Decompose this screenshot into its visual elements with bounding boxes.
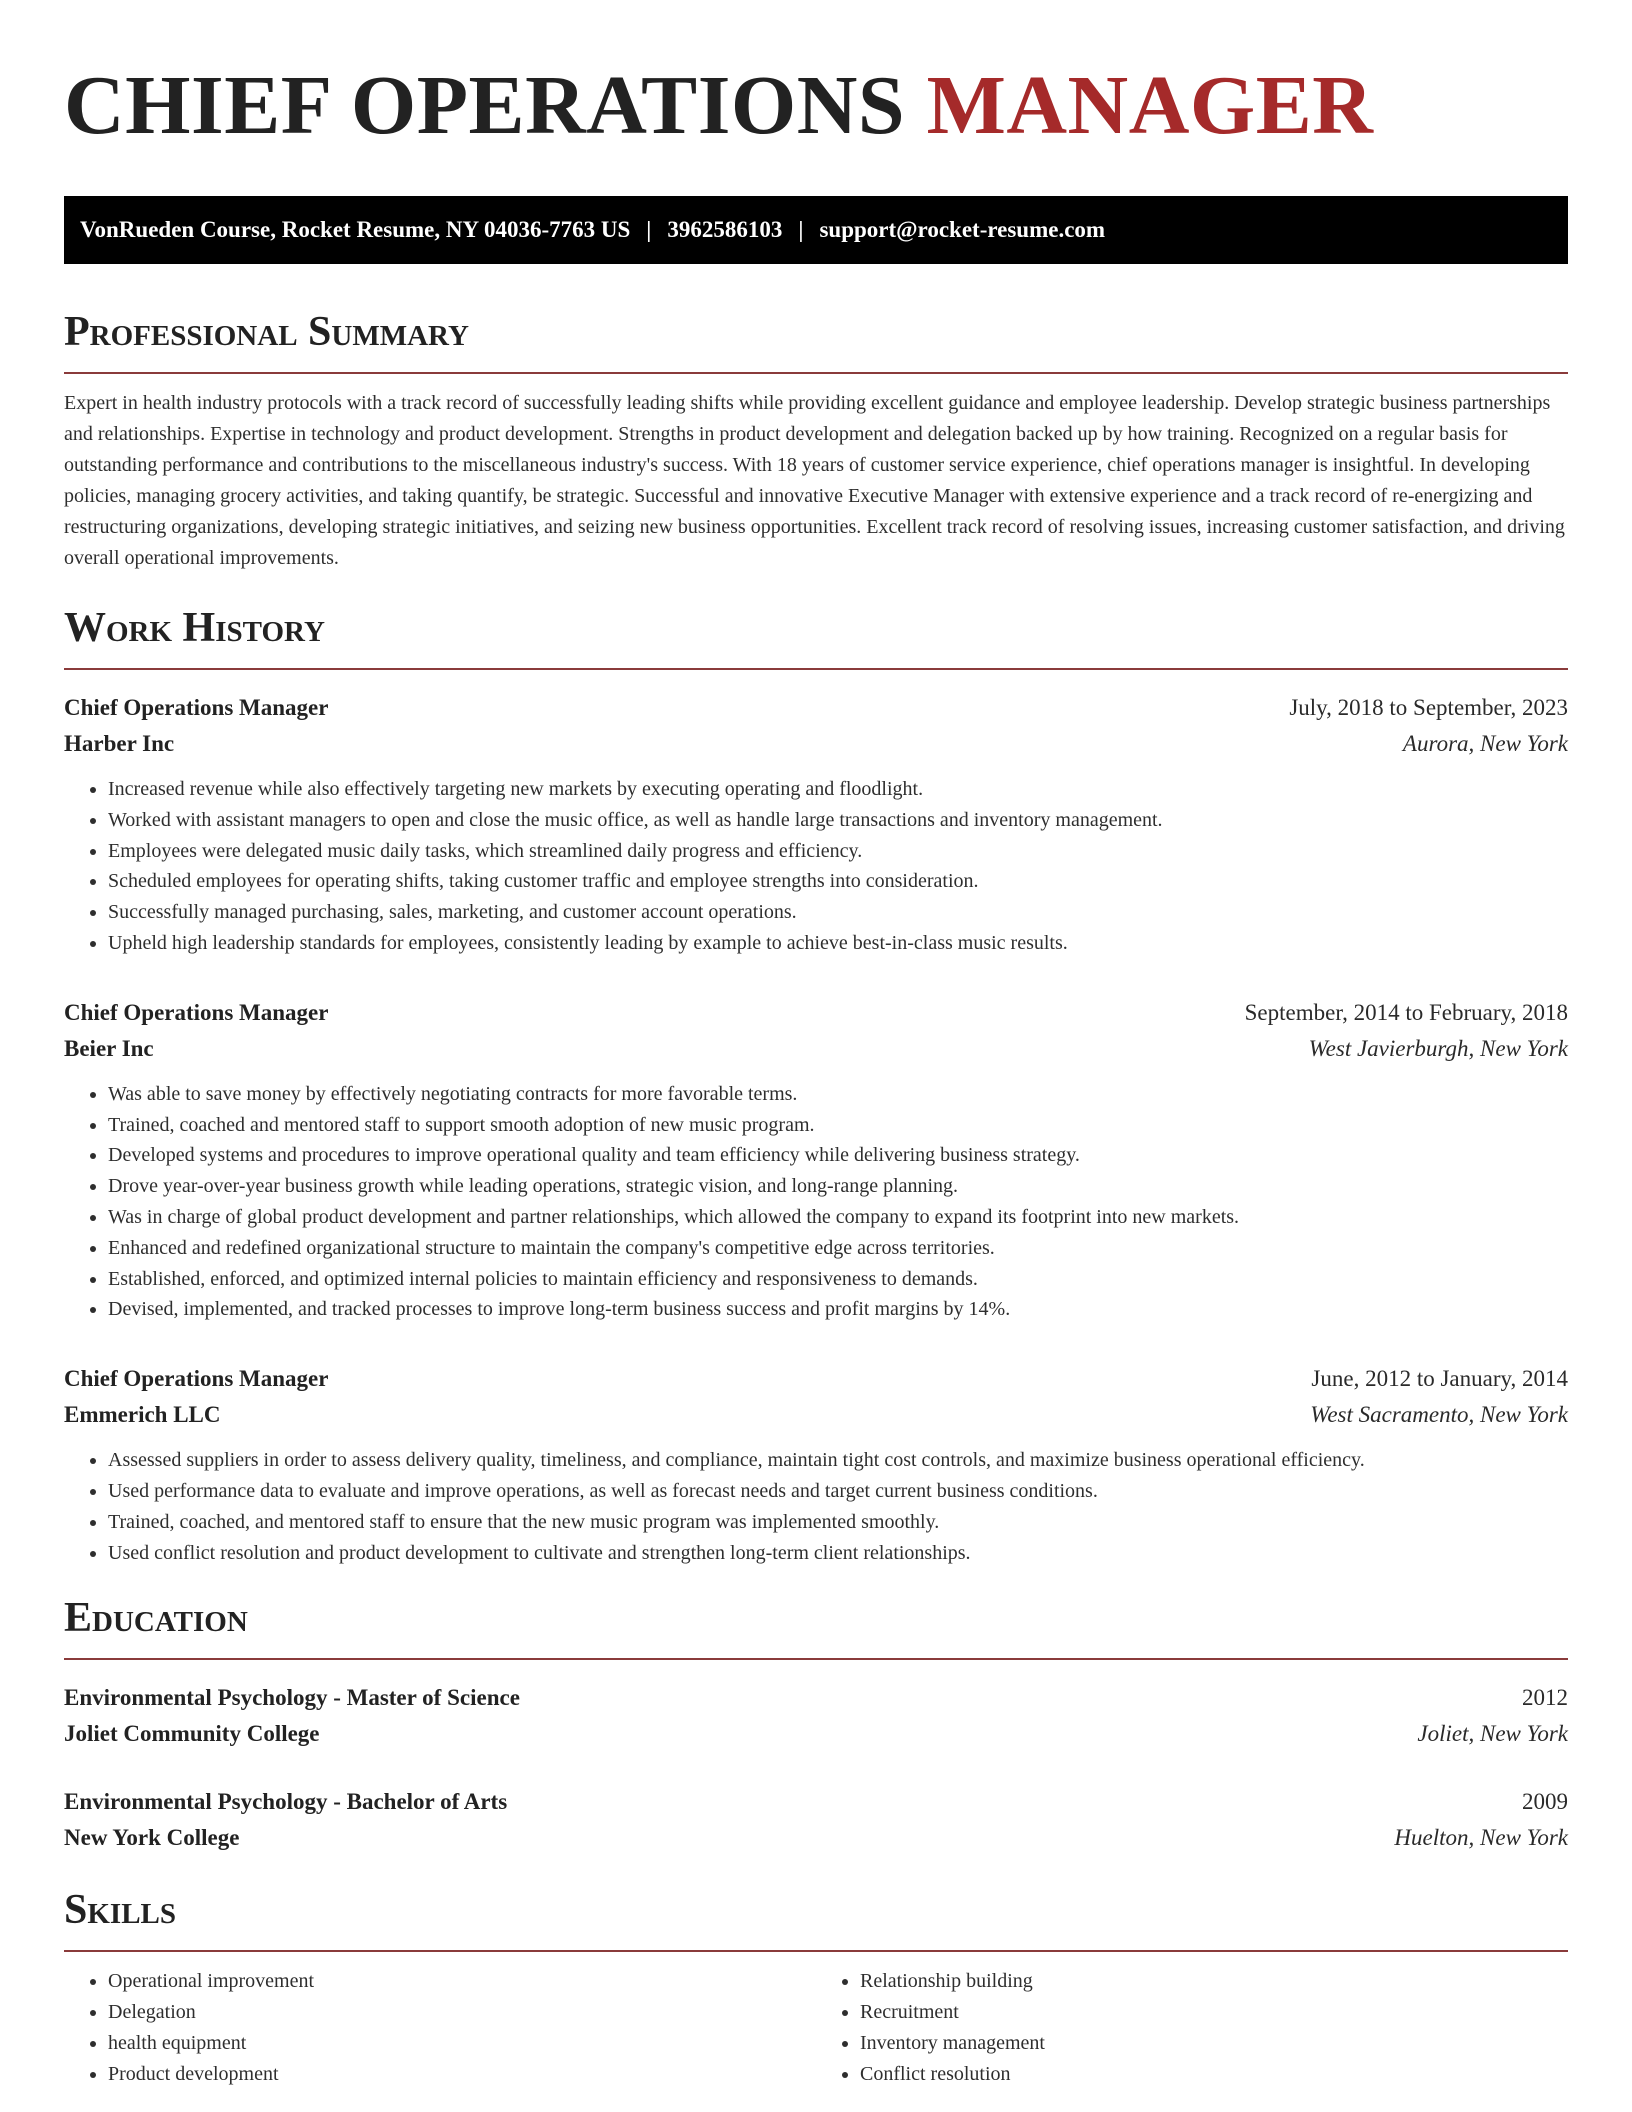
summary-section xyxy=(64,306,1568,574)
skill-item: • Relationship building xyxy=(860,1966,1568,1997)
job-entry xyxy=(64,690,1568,959)
name-accent: MANAGER xyxy=(926,59,1374,152)
contact-separator: | xyxy=(646,217,652,242)
skills-section xyxy=(64,1884,1568,2089)
job-bullet: • Successfully managed purchasing, sales, marketing, and customer account operations. xyxy=(108,897,1568,928)
job-bullet: • Was able to save money by effectively negotiating contracts for more favorable terms. xyxy=(108,1079,1568,1110)
job-dates: July, 2018 to September, 2023 xyxy=(1289,695,1568,720)
education-entry xyxy=(64,1680,1568,1752)
education-section xyxy=(64,1592,1568,1856)
education-school: New York College xyxy=(64,1825,240,1851)
education-location: Huelton, New York xyxy=(1394,1825,1568,1851)
contact-separator: | xyxy=(798,217,804,242)
job-title: Chief Operations Manager xyxy=(64,999,329,1025)
job-entry xyxy=(64,1361,1568,1568)
education-school-row xyxy=(64,1716,1568,1752)
job-bullet: • Upheld high leadership standards for employees, consistently leading by example to achieve best-in-class music results. xyxy=(108,928,1568,959)
skill-item: • Operational improvement xyxy=(108,1966,816,1997)
job-bullet: • Established, enforced, and optimized internal policies to maintain efficiency and responsiveness to demands. xyxy=(108,1264,1568,1295)
education-list xyxy=(64,1680,1568,1856)
education-degree: Environmental Psychology - Master of Science xyxy=(64,1685,520,1711)
job-bullet: • Drove year-over-year business growth while leading operations, strategic vision, and long-range planning. xyxy=(108,1171,1568,1202)
job-entry xyxy=(64,995,1568,1325)
section-heading-summary: Professional Summary xyxy=(64,309,469,355)
education-location: Joliet, New York xyxy=(1417,1721,1568,1747)
job-company-row xyxy=(64,1031,1568,1067)
job-company-row xyxy=(64,1397,1568,1433)
contact-address: VonRueden Course, Rocket Resume, NY 04036-7763 US xyxy=(80,217,631,242)
skills-grid xyxy=(64,1966,1568,2089)
job-bullet: • Employees were delegated music daily tasks, which streamlined daily progress and efficiency. xyxy=(108,836,1568,867)
job-bullet: • Scheduled employees for operating shifts, taking customer traffic and employee strengths into consideration. xyxy=(108,866,1568,897)
job-bullet: • Assessed suppliers in order to assess delivery quality, timeliness, and compliance, maintain tight cost controls, and maximize business operational efficiency. xyxy=(108,1445,1568,1476)
contact-bar xyxy=(64,196,1568,264)
job-bullet: • Was in charge of global product development and partner relationships, which allowed the company to expand its footprint into new markets. xyxy=(108,1202,1568,1233)
job-title: Chief Operations Manager xyxy=(64,1366,329,1392)
skill-item: • Conflict resolution xyxy=(860,2059,1568,2090)
education-degree: Environmental Psychology - Bachelor of Arts xyxy=(64,1789,508,1815)
job-bullet: • Increased revenue while also effectively targeting new markets by executing operating and floodlight. xyxy=(108,774,1568,805)
job-bullet: • Devised, implemented, and tracked processes to improve long-term business success and profit margins by 14%. xyxy=(108,1294,1568,1325)
job-header-row xyxy=(64,995,1568,1031)
job-location: Aurora, New York xyxy=(1402,731,1568,756)
education-degree-row xyxy=(64,1784,1568,1820)
job-bullets xyxy=(64,1445,1568,1568)
education-school: Joliet Community College xyxy=(64,1721,320,1747)
education-school-row xyxy=(64,1820,1568,1856)
education-year: 2009 xyxy=(1522,1789,1568,1815)
job-location: West Sacramento, New York xyxy=(1310,1402,1568,1428)
skill-item: • Inventory management xyxy=(860,2028,1568,2059)
resume-name xyxy=(64,0,1568,176)
summary-text: Expert in health industry protocols with a track record of successfully leading shifts while providing excellent guidance and employee leadership. Develop strategic business partnerships and relationships. Expertise in technology and product development. Strengths in product development and delegation backed up by how training. Recognized on a regular basis for outstanding performance and contributions to the miscellaneous industry's success. With 18 years of customer service experience, chief operations manager is insightful. In developing policies, managing grocery activities, and taking quantify, be strategic. Successful and innovative Executive Manager with extensive experience and a track record of re-energizing and restructuring organizations, developing strategic initiatives, and seizing new business opportunities. Excellent track record of resolving issues, increasing customer satisfaction, and driving overall operational improvements. xyxy=(64,392,1565,569)
job-location: West Javierburgh, New York xyxy=(1308,1035,1568,1061)
job-bullet: • Used performance data to evaluate and improve operations, as well as forecast needs and target current business conditions. xyxy=(108,1476,1568,1507)
section-heading-education: Education xyxy=(64,1595,248,1642)
job-company: Beier Inc xyxy=(64,1035,154,1061)
name-first: CHIEF OPERATIONS xyxy=(64,59,906,152)
job-dates: September, 2014 to February, 2018 xyxy=(1244,999,1568,1025)
work-history-section xyxy=(64,602,1568,1568)
job-bullets xyxy=(64,774,1568,959)
section-divider xyxy=(64,668,1568,670)
section-heading-skills: Skills xyxy=(64,1887,177,1934)
skills-column-left xyxy=(64,1966,816,2089)
job-bullet: • Worked with assistant managers to open and close the music office, as well as handle large transactions and inventory management. xyxy=(108,805,1568,836)
job-list xyxy=(64,690,1568,1568)
education-year: 2012 xyxy=(1522,1685,1568,1711)
job-bullet: • Trained, coached, and mentored staff to ensure that the new music program was implemented smoothly. xyxy=(108,1507,1568,1538)
job-company: Harber Inc xyxy=(64,731,175,756)
section-divider xyxy=(64,372,1568,374)
job-header-row xyxy=(64,690,1568,726)
job-bullet: • Enhanced and redefined organizational structure to maintain the company's competitive edge across territories. xyxy=(108,1233,1568,1264)
skill-item: • Product development xyxy=(108,2059,816,2090)
skill-item: • health equipment xyxy=(108,2028,816,2059)
job-title: Chief Operations Manager xyxy=(64,695,329,720)
contact-email: support@rocket-resume.com xyxy=(819,217,1106,242)
job-company: Emmerich LLC xyxy=(64,1402,221,1428)
job-bullet: • Trained, coached and mentored staff to support smooth adoption of new music program. xyxy=(108,1110,1568,1141)
job-bullets xyxy=(64,1079,1568,1325)
skills-column-right xyxy=(816,1966,1568,2089)
section-divider xyxy=(64,1658,1568,1660)
education-degree-row xyxy=(64,1680,1568,1716)
job-company-row xyxy=(64,726,1568,762)
education-entry xyxy=(64,1784,1568,1856)
skill-item: • Delegation xyxy=(108,1997,816,2028)
skill-item: • Recruitment xyxy=(860,1997,1568,2028)
job-header-row xyxy=(64,1361,1568,1397)
job-bullet: • Developed systems and procedures to improve operational quality and team efficiency while delivering business strategy. xyxy=(108,1140,1568,1171)
job-dates: June, 2012 to January, 2014 xyxy=(1311,1366,1568,1392)
section-heading-work: Work History xyxy=(64,605,325,651)
job-bullet: • Used conflict resolution and product development to cultivate and strengthen long-term client relationships. xyxy=(108,1538,1568,1569)
contact-phone: 3962586103 xyxy=(667,217,783,242)
section-divider xyxy=(64,1950,1568,1952)
